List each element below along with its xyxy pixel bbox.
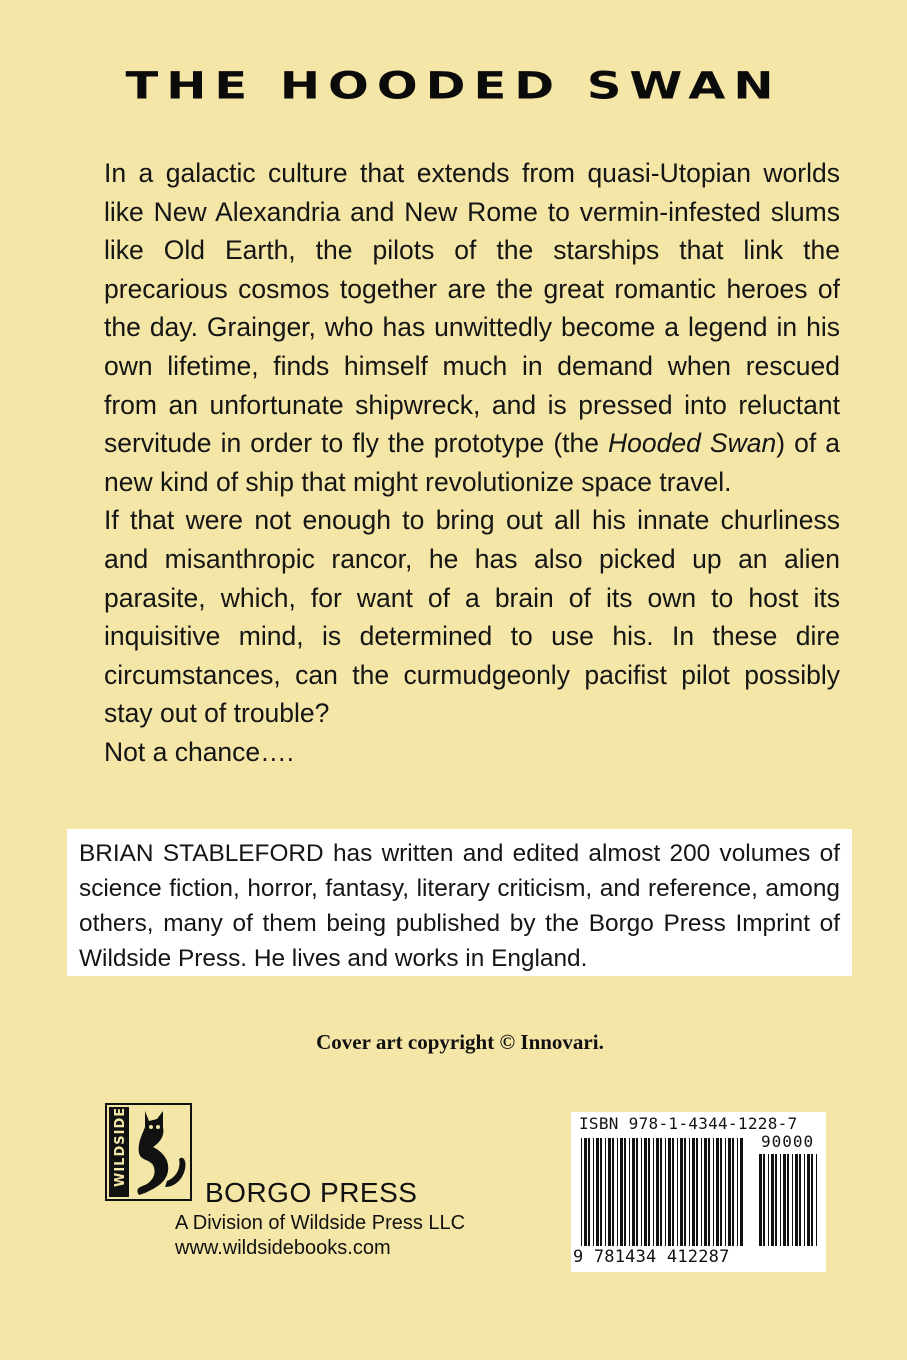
barcode-bar xyxy=(704,1138,707,1246)
book-title: THE HOODED SWAN xyxy=(125,64,782,108)
barcode-bar xyxy=(692,1138,695,1246)
barcode-bar xyxy=(787,1154,789,1246)
barcode-bar xyxy=(620,1138,623,1246)
barcode-bar xyxy=(632,1138,635,1246)
barcode-bar xyxy=(768,1154,769,1246)
barcode-bar xyxy=(668,1138,671,1246)
barcode-bar xyxy=(740,1138,743,1246)
barcode-bar xyxy=(804,1154,805,1246)
blurb-italic-title: Hooded Swan xyxy=(608,428,777,459)
barcode-bar xyxy=(799,1154,801,1246)
publisher-url[interactable]: www.wildsidebooks.com xyxy=(175,1237,391,1259)
author-bio: BRIAN STABLEFORD has written and edited almost 200 volumes of science fiction, horror, fantasy, literary criticism, and reference, among others, many of them being published by the Borgo Press Imprint of Wildside Press. He lives and works in England. xyxy=(67,829,852,976)
barcode-bar xyxy=(600,1138,602,1246)
barcode-bar xyxy=(792,1154,793,1246)
barcode-bar xyxy=(653,1138,654,1246)
blurb-paragraph-3: Not a chance…. xyxy=(104,736,295,767)
barcode-bar xyxy=(648,1138,650,1246)
barcode-bar xyxy=(759,1154,762,1246)
barcode-bar xyxy=(584,1138,587,1246)
barcode-bar xyxy=(660,1138,662,1246)
barcode-bar xyxy=(725,1138,726,1246)
barcode-bar xyxy=(624,1138,626,1246)
barcode-bar xyxy=(644,1138,647,1246)
barcode-bar xyxy=(728,1138,731,1246)
barcode-bar xyxy=(716,1138,719,1246)
barcode-bar xyxy=(780,1154,781,1246)
barcode-bar xyxy=(605,1138,606,1246)
barcode-bar xyxy=(581,1138,582,1246)
barcode-bar xyxy=(677,1138,678,1246)
barcode-bar xyxy=(596,1138,599,1246)
barcode-bar xyxy=(811,1154,813,1246)
barcode-bar xyxy=(689,1138,690,1246)
barcode-bar xyxy=(656,1138,659,1246)
barcode-bar xyxy=(737,1138,738,1246)
logo-wordmark: WILDSIDE xyxy=(113,1106,128,1187)
barcode-bar xyxy=(588,1138,590,1246)
wildside-cat-logo xyxy=(105,1103,192,1201)
barcode-bar xyxy=(816,1154,817,1246)
blurb xyxy=(104,154,840,772)
barcode-bar xyxy=(713,1138,714,1246)
barcode-bar xyxy=(720,1138,722,1246)
barcode-bar xyxy=(680,1138,683,1246)
price-code: 90000 xyxy=(761,1132,815,1151)
blurb-paragraph-1: In a galactic culture that extends from quasi-Utopian worlds like New Alexandria and New Rome to vermin-infested slums like Old Earth, the pilots of the starships that link the precarious cosmos together are the great romantic heroes of the day. Grainger, who has unwittedly become a legend in his own lifetime, finds himself much in demand when rescued from an unfortunate shipwreck, and is pressed into reluctant servitude in order to fly the prototype (the Hooded Swan) of a new kind of ship that might revolutionize space travel. xyxy=(104,158,840,497)
isbn-barcode xyxy=(571,1112,826,1272)
barcode-bar xyxy=(696,1138,698,1246)
barcode-bar xyxy=(771,1154,774,1246)
barcode-bar xyxy=(763,1154,765,1246)
publisher-division: A Division of Wildside Press LLC xyxy=(175,1212,466,1234)
ean-digits: 9 781434 412287 xyxy=(573,1247,730,1267)
barcode-bar xyxy=(783,1154,786,1246)
barcode-bar xyxy=(617,1138,618,1246)
barcode-bar xyxy=(701,1138,702,1246)
barcode-bar xyxy=(593,1138,594,1246)
barcode-bar xyxy=(732,1138,734,1246)
barcode-bar xyxy=(807,1154,810,1246)
barcode-bar xyxy=(629,1138,630,1246)
barcode-bar xyxy=(775,1154,777,1246)
barcode-bar xyxy=(708,1138,710,1246)
barcode-bar xyxy=(612,1138,614,1246)
cover-art-credit: Cover art copyright © Innovari. xyxy=(316,1030,604,1054)
isbn-label: ISBN 978-1-4344-1228-7 xyxy=(579,1114,798,1133)
barcode-bar xyxy=(608,1138,611,1246)
barcode-bar xyxy=(665,1138,666,1246)
barcode-bar xyxy=(684,1138,686,1246)
barcode-bar xyxy=(795,1154,798,1246)
barcode-bar xyxy=(672,1138,674,1246)
publisher-name: BORGO PRESS xyxy=(205,1177,418,1208)
barcode-bar xyxy=(641,1138,642,1246)
barcode-bar xyxy=(636,1138,638,1246)
blurb-paragraph-2: If that were not enough to bring out all his innate churliness and misanthropic rancor, he has also picked up an alien parasite, which, for want of a brain of its own to host its inquisitive mind, is determined to use his. In these dire circumstances, can the curmudgeonly pacifist pilot possibly stay out of trouble? xyxy=(104,505,840,729)
